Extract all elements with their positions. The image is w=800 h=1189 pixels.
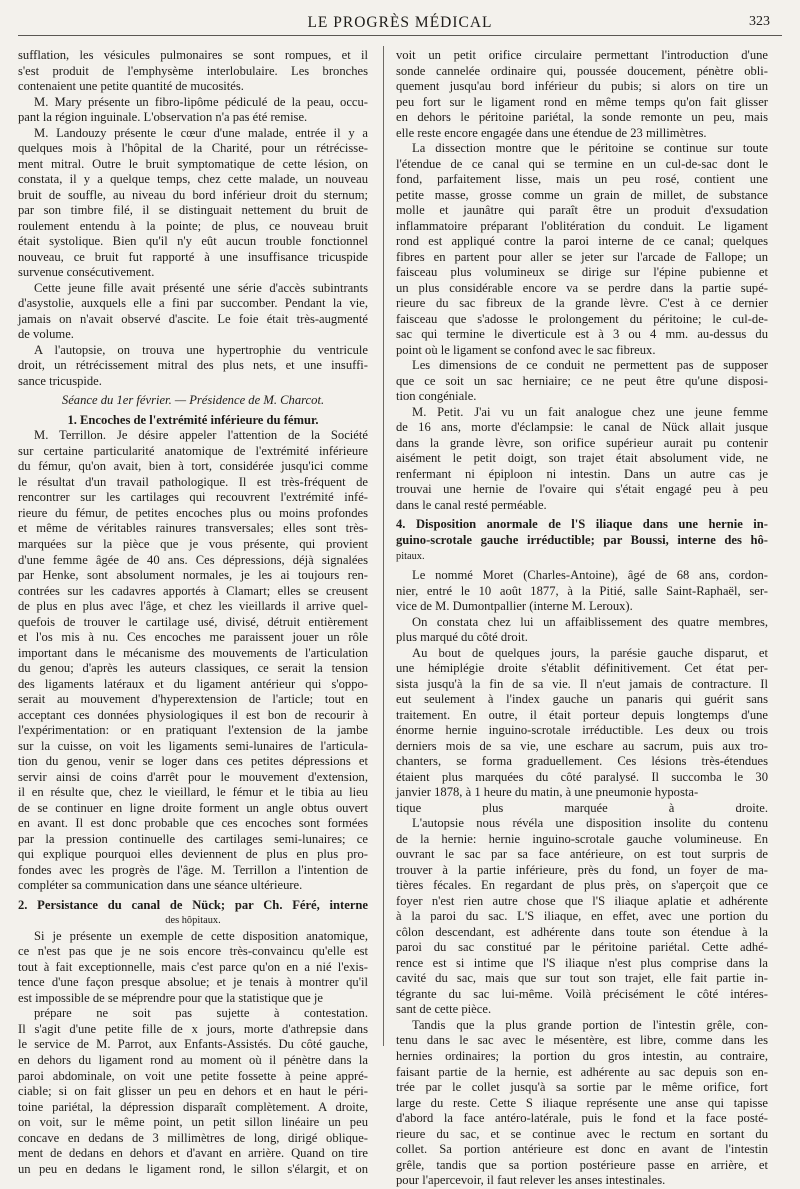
right-column-line: trouver à la partie inférieure, près du fond, un foyer de ma- — [396, 862, 768, 877]
left-column-line: en dehors du ligament rond au moment où il pénètre dans la — [18, 1053, 368, 1067]
right-column-line: voit un petit orifice circulaire permettant l'introduction d'une — [396, 48, 768, 62]
left-column-line: Si je présente un exemple de cette disposition anatomique, — [34, 928, 368, 943]
right-column-line: sac qui termine le diverticule est à 3 ou 4 mm. au-dessus du — [396, 327, 768, 342]
left-column-line: prépare ne soit pas sujette à contestation. — [34, 1006, 368, 1021]
right-column-line: foyer n'est rien autre chose que l'S iliaque aplatie et adhérente — [396, 893, 768, 908]
right-column-line: La dissection montre que le péritoine se continue sur toute — [412, 141, 768, 156]
left-column-line: quefois de trouver le cartilage usé, divisé, détruit entièrement — [18, 614, 368, 629]
right-column-line: large du reste. Cette S iliaque représente une anse qui tapisse — [396, 1095, 768, 1110]
left-column-line: jamais on n'avait observé d'ascite. Le foie était très-augmenté — [18, 311, 368, 326]
left-column-line: rieure du fémur, de petites encoches plus ou moins profondes — [18, 505, 368, 520]
left-column-line: paroi abdominale, on voit une petite fossette à peine appré- — [18, 1068, 368, 1083]
right-column-line: paroi du sac constitué par le péritoine pariétal. Cette adhé- — [396, 940, 768, 955]
right-column-line: traitement. En outre, il était porteur depuis longtemps d'une — [396, 707, 768, 722]
right-column-line: fibres en partent pour aller se jeter sur l'arcade de Fallope; un — [396, 249, 768, 264]
left-column-line: compléter sa communication dans une séance ultérieure. — [18, 878, 303, 893]
left-column-line: nouveau, ce bruit fut rapporté à une insuffisance tricuspide — [18, 249, 368, 264]
right-column-line: énorme hernie inguino-scrotale irréductible. Les deux ou trois — [396, 723, 768, 738]
left-column-line: rencontrer sur les cartilages qui recouvrent l'extrémité infé- — [18, 490, 368, 505]
left-column-line: du genou; d'après les auteurs classiques, ce serait la tension — [18, 661, 368, 676]
right-column-line: côlon descendant, est adhérente dans toute son étendue à la — [396, 924, 768, 939]
left-column-line: 1. Encoches de l'extrémité inférieure du fémur. — [67, 412, 319, 427]
left-column-line: Séance du 1er février. — Présidence de M. Charcot. — [61, 393, 325, 408]
right-column-line: tégrante du sac lui-même. Voilà précisément le côté intéres- — [396, 986, 768, 1001]
journal-title: LE PROGRÈS MÉDICAL — [307, 14, 493, 31]
left-column-line: contenaient une petite quantité de mucosités. — [18, 79, 244, 94]
left-column-line: on voit, sur le même point, un petit sillon linéaire un peu — [18, 1115, 368, 1130]
left-column-line: un peu en dedans le ligament rond, le sillon s'élargit, et on — [18, 1161, 368, 1176]
right-column-line: chanters, se forma graduellement. Ces lésions très-étendues — [396, 754, 768, 769]
left-column-line: roulement entendu à la pointe; de plus, ce nouveau bruit — [18, 218, 368, 233]
left-column-line: ment de dedans en dehors et d'avant en arrière. Quand on tire — [18, 1146, 368, 1161]
left-column-line: du fémur, qu'on avait, bien à tort, considérée jusqu'ici comme — [18, 459, 368, 474]
right-column-line: tenu dans le sac avec le mésentère, est libre, comme dans les — [396, 1033, 768, 1048]
page-number: 323 — [749, 14, 770, 29]
left-column-line: était systolique. Bien qu'il n'y eût aucun trouble fonctionnel — [18, 234, 368, 249]
left-column-line: de volume. — [18, 327, 74, 342]
right-column-line: tières fécales. En regardant de plus près, on s'aperçoit que ce — [396, 878, 768, 893]
right-column-line: rond est appliqué contre la paroi interne de ce canal; quelques — [396, 234, 768, 249]
right-column-line: faisceau que s'adosse le prolongement du péritoine; le cul-de- — [396, 311, 768, 326]
right-column-line: aisément le petit doigt, son trajet était absolument vide, ne — [396, 451, 768, 466]
right-column-line: collet. Sa portion antérieure est donc en avant de l'intestin — [396, 1142, 768, 1157]
left-column-line: fondes avec les progrès de l'âge. M. Terrillon a l'intention de — [18, 862, 368, 877]
left-column-line: est impossible de se méprendre pour que la statistique que je — [18, 990, 323, 1005]
left-column-line: M. Mary présente un fibro-lipôme pédiculé de la peau, occu- — [34, 94, 368, 109]
right-column-line: vice de M. Dumontpallier (interne M. Leroux). — [396, 599, 633, 614]
left-column-line: ciable; si on fait glisser un peu en dehors et en haut le péri- — [18, 1084, 368, 1099]
right-column-line: M. Petit. J'ai vu un fait analogue chez une jeune femme — [412, 404, 768, 419]
right-column-line: elle reste encore engagée dans une étendue de 23 millimètres. — [396, 125, 707, 140]
right-column-line: sista jusqu'à la fin de sa vie. Il n'eut jamais de contracture. Il — [396, 676, 768, 691]
right-column-line: janvier 1878, à 1 heure du matin, à une pneumonie hyposta- — [396, 785, 699, 800]
left-column-line: Cette jeune fille avait présenté une série d'accès subintrants — [34, 280, 368, 295]
right-column-line: quement jusqu'au bord inférieur du pubis; si alors on tire un — [396, 79, 768, 94]
right-column-line: hernies ordinaires; la portion du gros intestin, au contraire, — [396, 1049, 768, 1063]
left-column-line: ce n'est pas que je ne sois encore très-convaincu qu'elle est — [18, 944, 368, 959]
right-column-line: tique plus marquée à droite. — [396, 800, 768, 815]
right-column-line: L'autopsie nous révéla une disposition insolite du contenu — [412, 816, 768, 831]
right-column-line: derniers mois de sa vie, une eschare au sacrum, puis aux tro- — [396, 738, 768, 753]
left-column-line: ment mitral. Outre le bruit symptomatique de cette lésion, on — [18, 156, 368, 171]
left-column-line: acceptant ces données physiologiques il est bon de recourir à — [18, 707, 368, 722]
right-column-line: à la paroi du sac. L'S iliaque, en effet, avec une portion du — [396, 909, 768, 924]
right-column-line: cavité du sac, mais que sur tout son trajet, elle fait partie in- — [396, 971, 768, 986]
left-column-line: et l'os mis à nu. Ces encoches me paraissent jouer un rôle — [18, 630, 368, 645]
right-column — [396, 48, 768, 1188]
left-column-line: sufflation, les vésicules pulmonaires se sont rompues, et il — [18, 48, 368, 62]
right-column-line: point où le ligament se confond avec le sac fibreux. — [396, 342, 656, 357]
left-column-line: important dans le mécanisme des mouvements de l'articulation — [18, 645, 368, 660]
right-column-line: dans la grande lèvre, son orifice supérieur aurait pu contenir — [396, 435, 768, 450]
right-column-line: grêle, tandis que sa portion postérieure passe en arrière, et — [396, 1157, 768, 1172]
left-column-line: tence d'une façon presque absolue; et je tenais à montrer qu'il — [18, 975, 368, 990]
left-column — [18, 48, 368, 1176]
right-column-line: que ce soit un sac herniaire; ce ne peut être qu'une disposi- — [396, 373, 768, 388]
left-column-line: de plus en plus avec l'âge, et chez les vieillards il arrive quel- — [18, 599, 368, 614]
right-column-line: de 16 ans, morte d'éclampsie: le canal de Nück allait jusque — [396, 420, 768, 435]
left-column-line: qui explique pourquoi elles deviennent de plus en plus pro- — [18, 847, 368, 862]
left-column-line: A l'autopsie, on trouva une hypertrophie du ventricule — [34, 342, 368, 357]
left-column-line: par la pression continuelle des cartilages semi-lunaires; ce — [18, 831, 368, 846]
left-column-line: quelques mois à l'hôpital de la Charité, pour un rétrécisse- — [18, 141, 368, 156]
left-column-line: droit, un rétrécissement mitral des plus nets, et une insuffi- — [18, 358, 368, 373]
right-column-line: renfermant ni épiploon ni intestin. Dans un autre cas je — [396, 466, 768, 481]
right-column-line: rence est si intime que l'S iliaque n'est plus comprise dans la — [396, 955, 768, 970]
left-column-line: 2. Persistance du canal de Nück; par Ch. Féré, interne — [18, 897, 368, 912]
right-column-line: sonde cannelée ordinaire qui, poussée doucement, pénètre obli- — [396, 63, 768, 78]
left-column-line: pant la région inguinale. L'observation n'a pas été remise. — [18, 110, 308, 125]
left-column-line: des hôpitaux. — [165, 915, 221, 927]
right-column-line: faisceau plus volumineux se dirige sur l'épine pubienne et — [396, 265, 768, 280]
right-column-line: petite masse, grosse comme un grain de millet, de substance — [396, 187, 768, 202]
right-column-line: Le nommé Moret (Charles-Antoine), âgé de 68 ans, cordon- — [412, 568, 768, 583]
left-column-line: par Henke, sont absolument normales, je les ai toujours ren- — [18, 568, 368, 583]
left-column-line: par son timbre filé, il se distinguait nettement du bruit de — [18, 203, 368, 218]
left-column-line: servir ainsi de coins d'arrêt pour le mouvement d'extension, — [18, 769, 368, 784]
right-column-line: plus marqué du côté droit. — [396, 630, 528, 645]
left-column-line: le service de M. Parrot, aux Enfants-Assistés. Du côté gauche, — [18, 1037, 368, 1052]
right-column-line: sant de cette pièce. — [396, 1002, 492, 1017]
left-column-line: de se continuer en ligne droite forment un angle obtus ouvert — [18, 800, 368, 815]
left-column-line: tion du genou, venir se loger dans ces petites dépressions et — [18, 754, 368, 769]
right-column-line: On constata chez lui un affaiblissement des quatre membres, — [412, 614, 768, 629]
left-column-line: et même de véritables rainures transversales; elles sont très- — [18, 521, 368, 536]
left-column-line: en avant. Il est donc probable que ces encoches sont formées — [18, 816, 368, 831]
left-column-line: M. Landouzy présente le cœur d'une malade, entrée il y a — [34, 125, 368, 140]
right-column-line: eut seulement à l'index gauche un panaris qui guérit sans — [396, 692, 768, 707]
right-column-line: Les dimensions de ce conduit ne permettent pas de supposer — [412, 358, 768, 373]
right-column-line: tion congéniale. — [396, 389, 477, 404]
left-column-line: serait au mouvement d'hyperextension de l'article; tout en — [18, 692, 368, 707]
right-column-line: inflammatoire préparant l'oblitération du conduit. Le ligament — [396, 218, 768, 233]
left-column-line: contrées sur les cadavres apportés à Clamart; elles se creusent — [18, 583, 368, 598]
left-column-line: il en résulte que, chez le vieillard, le fémur et le tibia au lieu — [18, 785, 368, 800]
right-column-line: trouvai une hernie de l'ovaire qui s'était engagé peu à peu — [396, 482, 768, 497]
right-column-line: 4. Disposition anormale de l'S iliaque dans une hernie in- — [396, 517, 768, 532]
right-column-line: rieure du sac fibreux de la grande lèvre. C'est à ce dernier — [396, 296, 768, 311]
left-column-line: d'une femme âgée de 40 ans. Ces dépressions, déjà signalées — [18, 552, 368, 567]
left-column-line: constata, il y a quelque temps, chez cette malade, un nouveau — [18, 172, 368, 187]
left-column-line: toine pariétal, la dépression disparaît complètement. A droite, — [18, 1099, 368, 1114]
right-column-line: ouvrant le sac par sa face antérieure, on est tout surpris de — [396, 847, 768, 862]
left-column-line: l'expérimentation: or en pratiquant l'extension de la jambe — [18, 723, 368, 738]
right-column-line: pitaux. — [396, 550, 425, 562]
column-divider — [383, 46, 384, 1046]
left-column-line: des ligaments latéraux et du ligament antérieur qui s'oppo- — [18, 676, 368, 691]
left-column-line: M. Terrillon. Je désire appeler l'attention de la Société — [34, 428, 368, 443]
right-column-line: rieure du sac, et se continue avec le rectum en sortant du — [396, 1126, 768, 1141]
right-column-line: Tandis que la plus grande portion de l'intestin grêle, con- — [412, 1017, 768, 1032]
right-column-line: de la hernie: hernie inguino-scrotale gauche volumineuse. En — [396, 831, 768, 846]
right-column-line: trée par le collet jusqu'à sa sortie par le même orifice, fort — [396, 1080, 768, 1095]
left-column-line: sance tricuspide. — [18, 373, 102, 388]
left-column-line: marquées sur la pièce que je vous présente, qui provient — [18, 536, 368, 551]
right-column-line: étaient plus marquées du côté paralysé. Il succomba le 30 — [396, 769, 768, 784]
right-column-line: d'abord la face antéro-latérale, puis le fond et la face posté- — [396, 1111, 768, 1126]
right-column-line: dans le canal resté perméable. — [396, 497, 547, 512]
right-column-line: faisant partie de la hernie, est adhérente au sac depuis son en- — [396, 1064, 768, 1079]
left-column-line: s'est produit de l'emphysème interlobulaire. Les bronches — [18, 63, 368, 78]
left-column-line: sur certaine particularité anatomique de l'extrémité inférieure — [18, 443, 368, 458]
left-column-line: survenue consécutivement. — [18, 265, 155, 280]
right-column-line: pour l'apercevoir, il faut relever les anses intestinales. — [396, 1173, 666, 1188]
left-column-line: d'asystolie, auxquels elle a fini par succomber. Pendant la vie, — [18, 296, 368, 311]
right-column-line: nier, entré le 10 août 1877, à la Pitié, salle Saint-Raphaël, ser- — [396, 583, 768, 598]
right-column-line: Au bout de quelques jours, la parésie gauche disparut, et — [412, 645, 768, 660]
left-column-line: le résultat d'un travail pathologique. Il est très-fréquent de — [18, 474, 368, 489]
right-column-line: l'étendue de ce canal qui se termine en un cul-de-sac dont le — [396, 156, 768, 171]
left-column-line: sur la cuisse, on voit les ligaments semi-lunaires de l'articula- — [18, 738, 368, 753]
left-column-line: concave en dedans de 3 millimètres de long, dirigé oblique- — [18, 1130, 368, 1145]
right-column-line: molle et jaunâtre qui paraît être un produit d'exsudation — [396, 203, 768, 218]
right-column-line: guino-scrotale gauche irréductible; par Boussi, interne des hô- — [396, 532, 768, 547]
right-column-line: une hémiplégie droite s'établit définitivement. Cet état per- — [396, 661, 768, 676]
left-column-line: Il s'agit d'une petite fille de x jours, morte d'athrepsie dans — [18, 1021, 368, 1036]
left-column-line: bruit de souffle, au niveau du bord inférieur droit du sternum; — [18, 187, 368, 202]
page-header — [18, 14, 782, 38]
right-column-line: en dehors le péritoine pariétal, la sonde remonte un peu, mais — [396, 110, 768, 125]
left-column-line: tout à fait exceptionnelle, mais c'est parce qu'on en a nié l'exis- — [18, 959, 368, 974]
right-column-line: un plus considérable encore va se perdre dans la partie supé- — [396, 280, 768, 295]
right-column-line: fond, parfaitement lisse, mais un peu rosé, contient une — [396, 172, 768, 187]
right-column-line: peu fort sur le ligament rond en même temps qu'on fait glisser — [396, 94, 768, 109]
header-rule — [18, 35, 782, 36]
